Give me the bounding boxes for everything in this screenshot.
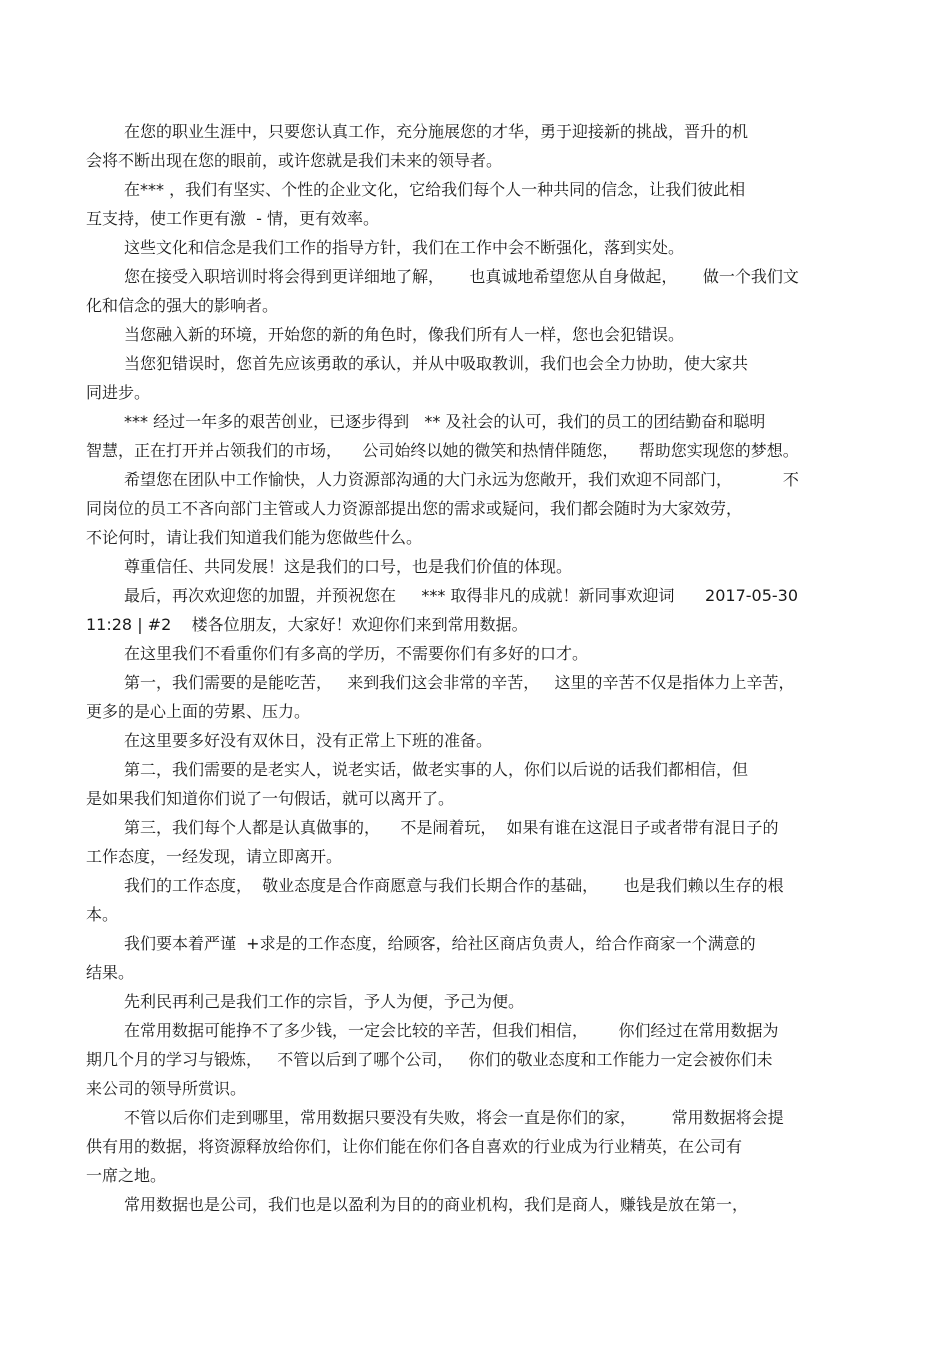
text-line: 工作态度，一经发现，请立即离开。 <box>86 847 343 866</box>
text-line: 在这里我们不看重你们有多高的学历，不需要你们有多好的口才。 <box>124 644 589 663</box>
text-line: 同岗位的员工不吝向部门主管或人力资源部提出您的需求或疑问，我们都会随时为大家效劳， <box>86 499 743 518</box>
text-line: 在常用数据可能挣不了多少钱，一定会比较的辛苦，但我们相信， 你们经过在常用数据为 <box>124 1021 779 1040</box>
text-line: 是如果我们知道你们说了一句假话，就可以离开了。 <box>86 789 455 808</box>
text-line: 一席之地。 <box>86 1166 167 1185</box>
text-line: 在您的职业生涯中，只要您认真工作，充分施展您的才华，勇于迎接新的挑战，晋升的机 <box>124 122 749 141</box>
text-line: 第三，我们每个人都是认真做事的， 不是闹着玩， 如果有谁在这混日子或者带有混日子的 <box>124 818 779 837</box>
text-line: 最后，再次欢迎您的加盟，并预祝您在 *** 取得非凡的成就！新同事欢迎词 2017-05-30 <box>124 586 799 605</box>
text-line: 11:28 | #2 楼各位朋友，大家好！欢迎你们来到常用数据。 <box>86 615 528 634</box>
text-line: 期几个月的学习与锻炼， 不管以后到了哪个公司， 你们的敬业态度和工作能力一定会被你们未 <box>86 1050 773 1069</box>
text-line: 同进步。 <box>86 383 151 402</box>
text-line: 智慧，正在打开并占领我们的市场， 公司始终以她的微笑和热情伴随您， 帮助您实现您的梦想。 <box>86 441 799 460</box>
text-line: 您在接受入职培训时将会得到更详细地了解， 也真诚地希望您从自身做起， 做一个我们文 <box>124 267 799 286</box>
text-line: 供有用的数据，将资源释放给你们，让你们能在你们各自喜欢的行业成为行业精英，在公司有 <box>86 1137 743 1156</box>
text-line: 当您融入新的环境，开始您的新的角色时，像我们所有人一样，您也会犯错误。 <box>124 325 685 344</box>
text-line: 来公司的领导所赏识。 <box>86 1079 247 1098</box>
text-line: 希望您在团队中工作愉快，人力资源部沟通的大门永远为您敞开，我们欢迎不同部门， 不 <box>124 470 799 489</box>
text-line: 先利民再利己是我们工作的宗旨，予人为便，予己为便。 <box>124 992 525 1011</box>
text-line: 在*** ，我们有坚实、个性的企业文化，它给我们每个人一种共同的信念，让我们彼此相 <box>124 180 746 199</box>
text-line: 互支持，使工作更有激 - 情，更有效率。 <box>86 209 380 228</box>
text-line: 第一，我们需要的是能吃苦， 来到我们这会非常的辛苦， 这里的辛苦不仅是指体力上辛苦， <box>124 673 795 692</box>
text-line: 化和信念的强大的影响者。 <box>86 296 279 315</box>
text-line: 会将不断出现在您的眼前，或许您就是我们未来的领导者。 <box>86 151 503 170</box>
text-line: 我们的工作态度， 敬业态度是合作商愿意与我们长期合作的基础， 也是我们赖以生存的根 <box>124 876 784 895</box>
text-line: 第二，我们需要的是老实人，说老实话，做老实事的人，你们以后说的话我们都相信，但 <box>124 760 749 779</box>
text-line: 常用数据也是公司，我们也是以盈利为目的的商业机构，我们是商人，赚钱是放在第一， <box>124 1195 749 1214</box>
text-line: 这些文化和信念是我们工作的指导方针，我们在工作中会不断强化，落到实处。 <box>124 238 685 257</box>
text-line: 在这里要多好没有双休日，没有正常上下班的准备。 <box>124 731 493 750</box>
text-line: 尊重信任、共同发展！这是我们的口号，也是我们价值的体现。 <box>124 557 573 576</box>
text-line: 更多的是心上面的劳累、压力。 <box>86 702 311 721</box>
text-line: 不论何时，请让我们知道我们能为您做些什么。 <box>86 528 423 547</box>
text-line: 当您犯错误时，您首先应该勇敢的承认，并从中吸取教训，我们也会全力协助，使大家共 <box>124 354 749 373</box>
text-line: 不管以后你们走到哪里，常用数据只要没有失败，将会一直是你们的家， 常用数据将会提 <box>124 1108 784 1127</box>
text-line: *** 经过一年多的艰苦创业，已逐步得到 ** 及社会的认可，我们的员工的团结勤奋和聪明 <box>124 412 766 431</box>
text-line: 我们要本着严谨 +求是的工作态度，给顾客，给社区商店负责人，给合作商家一个满意的 <box>124 934 756 953</box>
text-line: 本。 <box>86 905 119 924</box>
text-line: 结果。 <box>86 963 135 982</box>
